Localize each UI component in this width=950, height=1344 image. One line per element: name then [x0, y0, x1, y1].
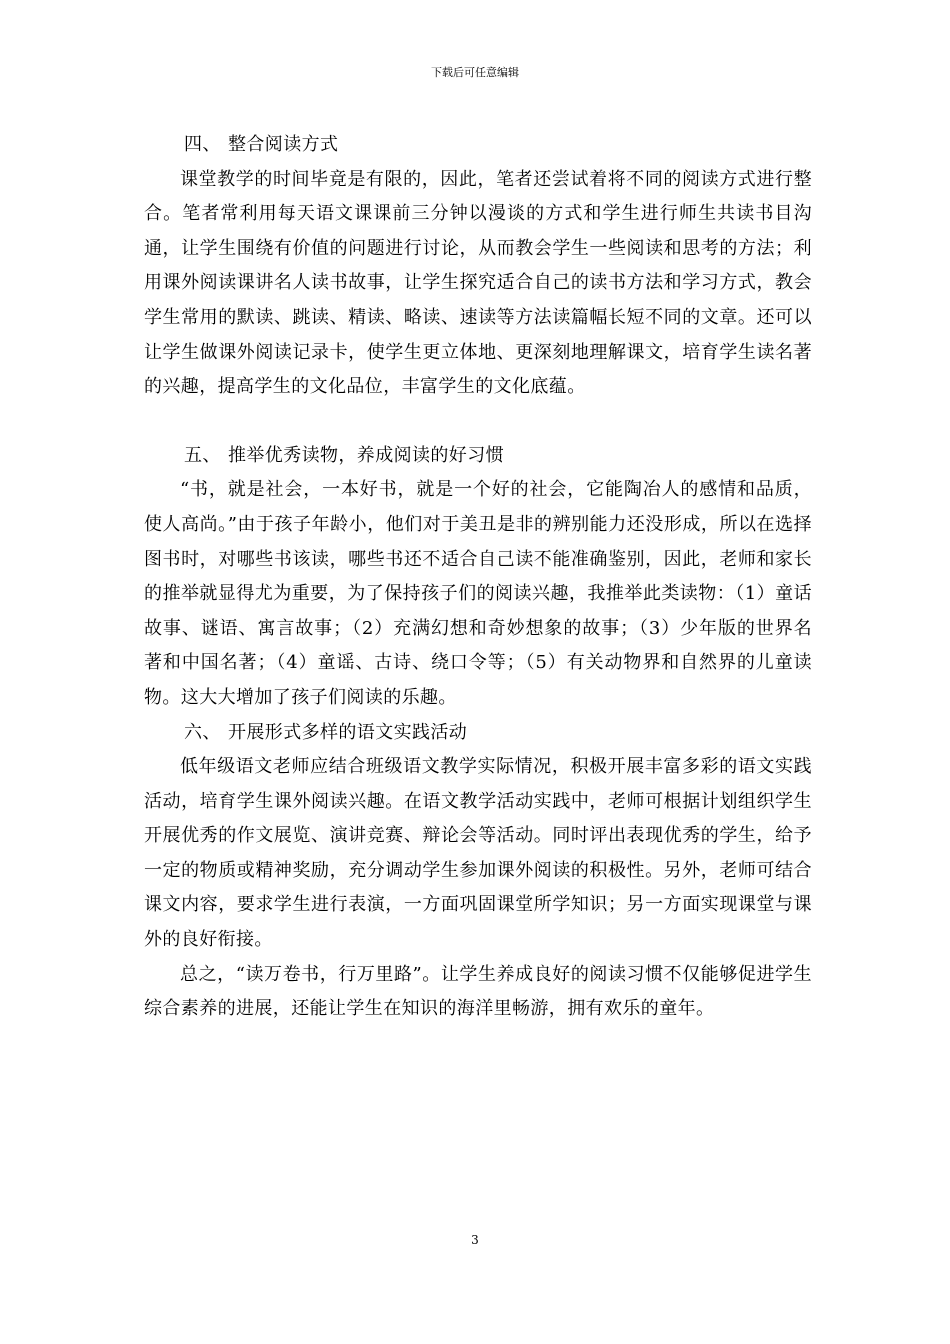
- section-title: 开展形式多样的语文实践活动: [228, 721, 468, 743]
- paragraph: 低年级语文老师应结合班级语文教学实际情况，积极开展丰富多彩的语文实践活动，培育学生课外阅读兴趣。在语文教学活动实践中，老师可根据计划组织学生开展优秀的作文展览、演讲竞赛、辩论会等活动。同时评出表现优秀的学生，给予一定的物质或精神奖励，充分调动学生参加课外阅读的积极性。另外，老师可结合课文内容，要求学生进行表演，一方面巩固课堂所学知识；另一方面实现课堂与课外的良好衔接。: [144, 756, 812, 951]
- section-spacer: [144, 405, 812, 439]
- section-heading-4: [144, 128, 812, 163]
- section-title: 整合阅读方式: [228, 134, 339, 155]
- section-number: 六、: [184, 721, 221, 743]
- page-number: 3: [471, 1233, 479, 1247]
- section-number: 四、: [184, 134, 221, 155]
- section-heading-6: [144, 716, 812, 751]
- section-heading-5: [144, 439, 812, 474]
- paragraph: 总之，“读万卷书，行万里路”。让学生养成良好的阅读习惯不仅能够促进学生综合素养的进展，还能让学生在知识的海洋里畅游，拥有欢乐的童年。: [144, 963, 812, 1020]
- paragraph: “书，就是社会，一本好书，就是一个好的社会，它能陶冶人的感情和品质，使人高尚。”由于孩子年龄小，他们对于美丑是非的辨别能力还没形成，所以在选择图书时，对哪些书该读，哪些书还不适合自己读不能准确鉴别，因此，老师和家长的推举就显得尤为重要，为了保持孩子们的阅读兴趣，我推举此类读物：（1）童话故事、谜语、寓言故事；（2）充满幻想和奇妙想象的故事；（3）少年版的世界名著和中国名著；（4）童谣、古诗、绕口令等；（5）有关动物界和自然界的儿童读物。这大大增加了孩子们阅读的乐趣。: [144, 479, 812, 708]
- paragraph: 课堂教学的时间毕竟是有限的，因此，笔者还尝试着将不同的阅读方式进行整合。笔者常利用每天语文课课前三分钟以漫谈的方式和学生进行师生共读书目沟通，让学生围绕有价值的问题进行讨论，从而教会学生一些阅读和思考的方法；利用课外阅读课讲名人读书故事，让学生探究适合自己的读书方法和学习方式，教会学生常用的默读、跳读、精读、略读、速读等方法读篇幅长短不同的文章。还可以让学生做课外阅读记录卡，使学生更立体地、更深刻地理解课文，培育学生读名著的兴趣，提高学生的文化品位，丰富学生的文化底蕴。: [144, 168, 812, 398]
- section-title: 推举优秀读物，养成阅读的好习惯: [228, 444, 504, 466]
- section-number: 五、: [184, 444, 221, 466]
- page-header: 下载后可任意编辑: [431, 66, 519, 79]
- document-body: [144, 128, 812, 1027]
